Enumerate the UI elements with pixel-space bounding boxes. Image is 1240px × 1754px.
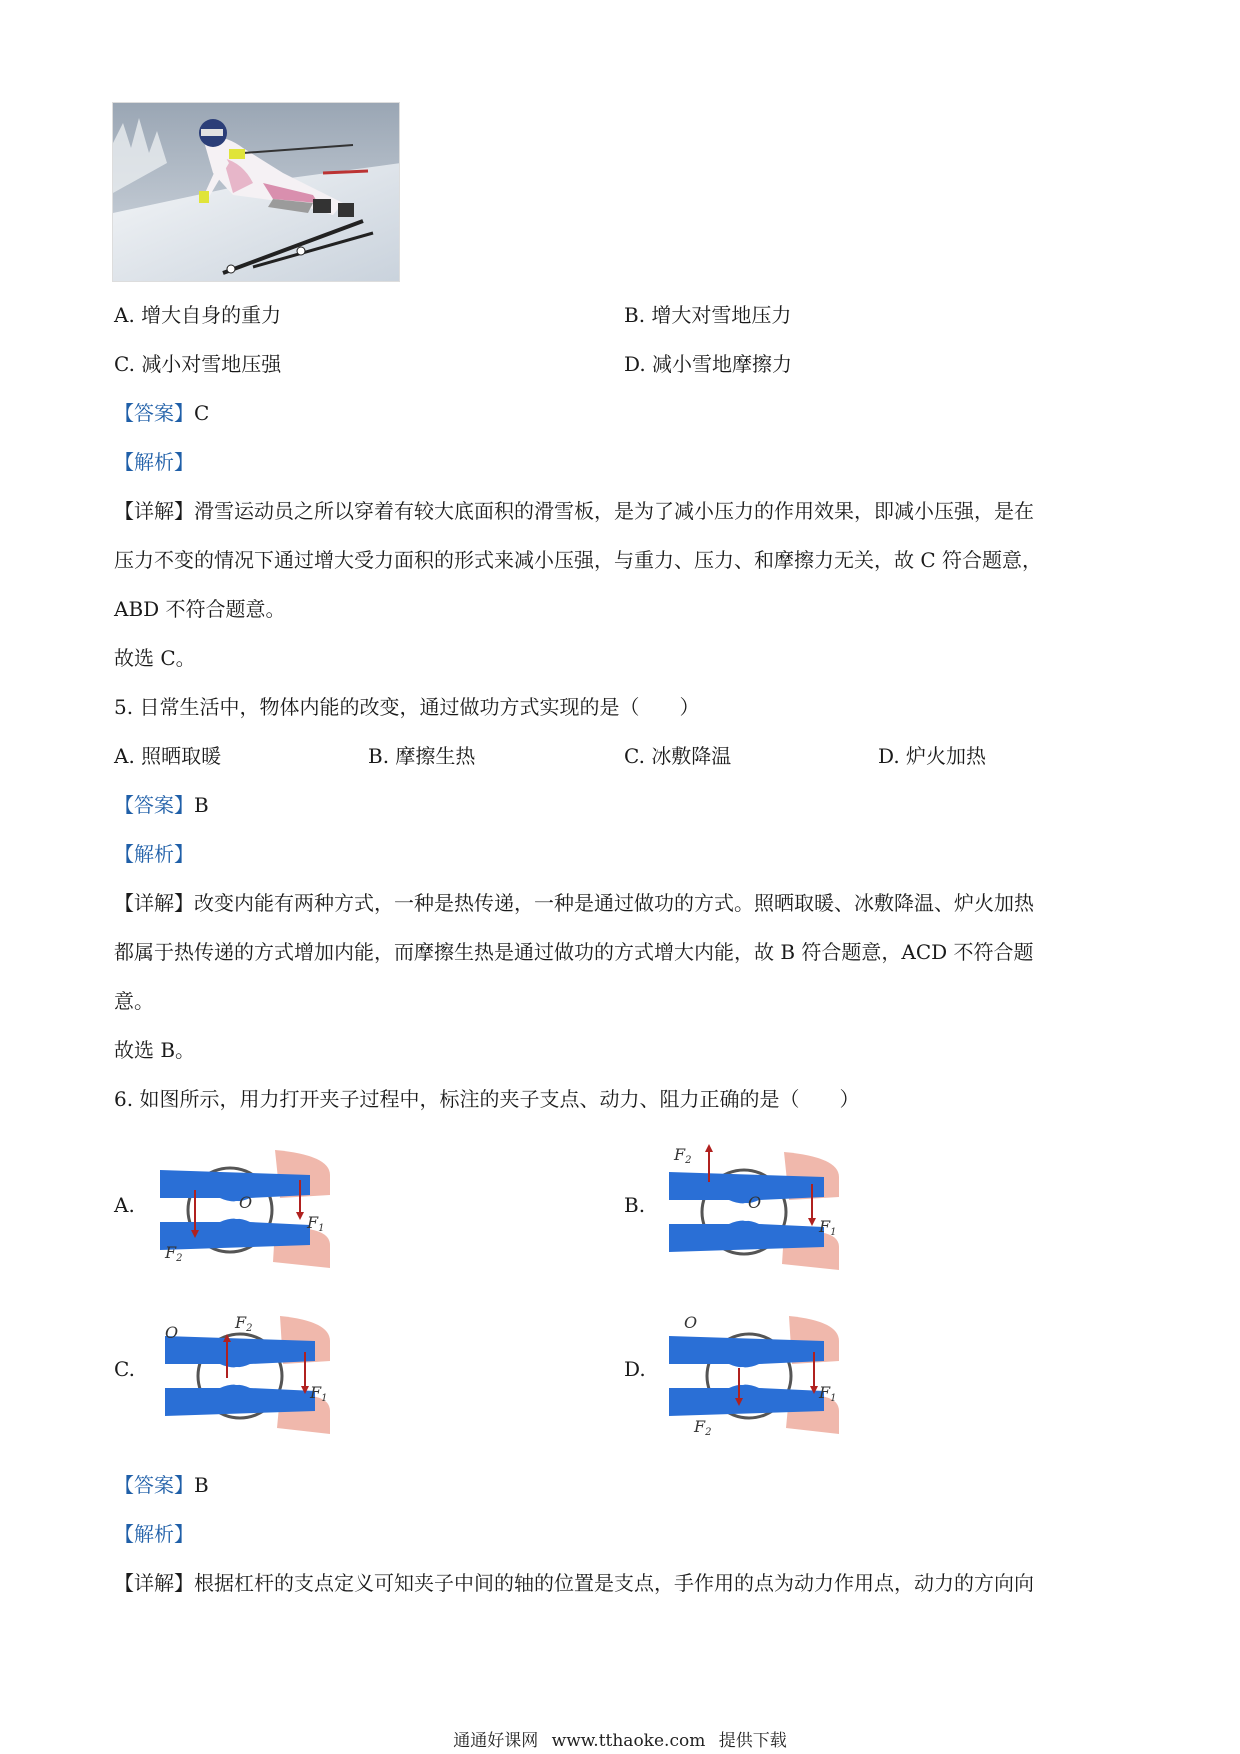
q6-a-f2-sub: 2: [176, 1253, 183, 1264]
q4-detail-line-3: ABD 不符合题意。: [114, 597, 286, 621]
q6-a-f1-label: F: [307, 1213, 319, 1232]
q6-c-f1-label: F: [310, 1383, 322, 1402]
q6-figure-d: [664, 1306, 844, 1440]
q6-figure-c: [155, 1306, 335, 1440]
q4-detail-line-2: 压力不变的情况下通过增大受力面积的形式来减小压强，与重力、压力、和摩擦力无关，故 C 符合题意，: [114, 548, 1043, 572]
q5-option-b: B. 摩擦生热: [368, 744, 476, 768]
q6-d-f2-label: F: [694, 1417, 706, 1436]
q4-option-c: C. 减小对雪地压强: [114, 352, 282, 376]
svg-text:O: [239, 1193, 252, 1212]
q6-d-f1-label: F: [819, 1383, 831, 1402]
q6-answer: 【答案】B: [114, 1473, 209, 1497]
q5-detail-line-2: 都属于热传递的方式增加内能，而摩擦生热是通过做功的方式增大内能，故 B 符合题意，ACD 不符合题: [114, 940, 1034, 964]
q5-answer: 【答案】B: [114, 793, 209, 817]
q6-b-f1-sub: 1: [830, 1227, 837, 1238]
q6-a-o-label: O: [239, 1193, 253, 1212]
q6-c-f1-sub: 1: [321, 1393, 328, 1404]
svg-text:F1: [818, 1217, 836, 1238]
q4-answer: 【答案】C: [114, 401, 210, 425]
svg-text:O: [165, 1323, 178, 1342]
q6-a-f1-sub: 1: [318, 1223, 325, 1234]
q6-figure-d-label: D.: [624, 1357, 646, 1381]
footer-suffix: 提供下载: [718, 1731, 787, 1751]
q4-option-b: B. 增大对雪地压力: [624, 303, 792, 327]
svg-text:O: [684, 1313, 697, 1332]
q5-option-a: A. 照晒取暖: [114, 744, 222, 768]
svg-text:O: [748, 1193, 761, 1212]
q6-detail-line-1: 【详解】根据杠杆的支点定义可知夹子中间的轴的位置是支点，手作用的点为动力作用点，动力的方向向: [114, 1571, 1034, 1595]
q5-option-d: D. 炉火加热: [878, 744, 987, 768]
q4-conclusion: 故选 C。: [114, 646, 196, 670]
footer-site-name: 通通好课网: [453, 1731, 539, 1751]
q5-analysis: 【解析】: [114, 842, 194, 866]
svg-text:F1: [309, 1383, 327, 1404]
q6-figure-b: [664, 1142, 844, 1276]
q6-d-f1-sub: 1: [830, 1393, 837, 1404]
q4-option-d: D. 减小雪地摩擦力: [624, 352, 793, 376]
q6-b-f2-label: F: [674, 1145, 686, 1164]
footer-url[interactable]: www.tthaoke.com: [551, 1731, 706, 1751]
q5-detail-line-1: 【详解】改变内能有两种方式，一种是热传递，一种是通过做功的方式。照晒取暖、冰敷降温、炉火加热: [114, 891, 1034, 915]
q6-b-f2-sub: 2: [685, 1155, 692, 1166]
svg-text:F2: [693, 1417, 711, 1436]
q6-a-f2-label: F: [165, 1243, 177, 1262]
q6-c-f2-label: F: [235, 1313, 247, 1332]
q6-figure-a: [155, 1150, 335, 1274]
q6-analysis: 【解析】: [114, 1522, 194, 1546]
q4-detail-line-1: 【详解】滑雪运动员之所以穿着有较大底面积的滑雪板，是为了减小压力的作用效果，即减小压强，是在: [114, 499, 1034, 523]
q4-analysis: 【解析】: [114, 450, 194, 474]
q6-d-o-label: O: [684, 1313, 698, 1332]
page-footer: [0, 1730, 1240, 1752]
svg-text:F2: [673, 1145, 691, 1166]
q5-conclusion: 故选 B。: [114, 1038, 196, 1062]
q6-b-o-label: O: [748, 1193, 762, 1212]
q6-d-f2-sub: 2: [705, 1427, 712, 1436]
q6-figure-b-label: B.: [624, 1193, 646, 1217]
q6-c-f2-sub: 2: [246, 1323, 253, 1334]
q6-c-o-label: O: [165, 1323, 179, 1342]
q4-option-a: A. 增大自身的重力: [114, 303, 282, 327]
q6-stem: 6. 如图所示，用力打开夹子过程中，标注的夹子支点、动力、阻力正确的是（ ）: [114, 1087, 860, 1111]
q5-stem: 5. 日常生活中，物体内能的改变，通过做功方式实现的是（ ）: [114, 695, 700, 719]
skier-photo: [112, 102, 400, 282]
q6-b-f1-label: F: [819, 1217, 831, 1236]
q5-option-c: C. 冰敷降温: [624, 744, 732, 768]
svg-text:F1: [818, 1383, 836, 1404]
q5-detail-line-3: 意。: [114, 989, 154, 1013]
svg-text:F1: [306, 1213, 324, 1234]
q6-figure-a-label: A.: [114, 1193, 135, 1217]
svg-text:F2: [234, 1313, 252, 1334]
q6-figure-c-label: C.: [114, 1357, 135, 1381]
